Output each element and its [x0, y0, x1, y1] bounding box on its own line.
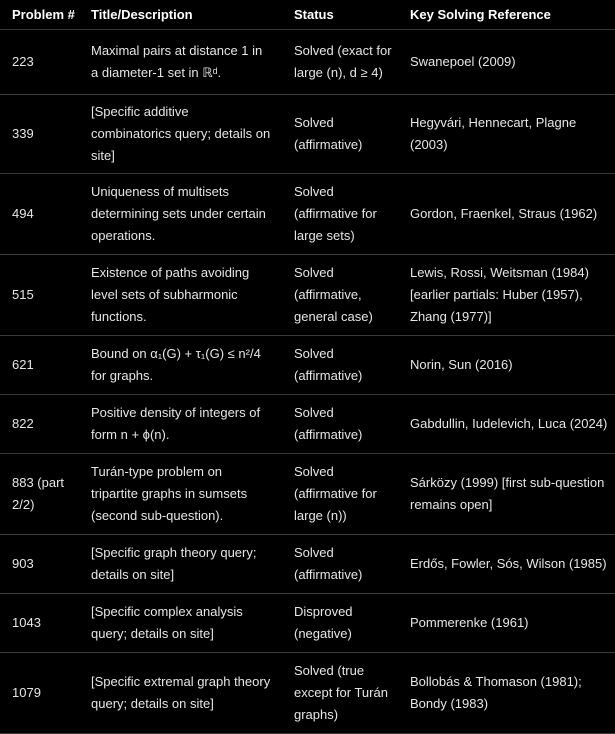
- problem-reference: Pommerenke (1961): [398, 594, 615, 653]
- problem-status: Solved (affirmative): [282, 95, 398, 174]
- table-row: [0, 336, 615, 395]
- problem-reference: Bollobás & Thomason (1981); Bondy (1983): [398, 653, 615, 734]
- problem-reference: Swanepoel (2009): [398, 30, 615, 95]
- table-body: [0, 30, 615, 734]
- problem-reference: Erdős, Fowler, Sós, Wilson (1985): [398, 535, 615, 594]
- problem-status: Solved (exact for large (n), d ≥ 4): [282, 30, 398, 95]
- problem-reference: Norin, Sun (2016): [398, 336, 615, 395]
- table-row: [0, 30, 615, 95]
- problem-title: [Specific extremal graph theory query; details on site]: [79, 653, 282, 734]
- header-reference: Key Solving Reference: [398, 0, 615, 30]
- problem-reference: Sárközy (1999) [first sub-question remains open]: [398, 454, 615, 535]
- table-row: [0, 255, 615, 336]
- problem-title: Uniqueness of multisets determining sets under certain operations.: [79, 174, 282, 255]
- problem-title: Maximal pairs at distance 1 in a diameter-1 set in ℝᵈ.: [79, 30, 282, 95]
- problem-title: [Specific graph theory query; details on site]: [79, 535, 282, 594]
- problem-title: Existence of paths avoiding level sets of subharmonic functions.: [79, 255, 282, 336]
- problem-reference: Gabdullin, Iudelevich, Luca (2024): [398, 395, 615, 454]
- table-row: [0, 174, 615, 255]
- problem-reference: Gordon, Fraenkel, Straus (1962): [398, 174, 615, 255]
- problem-status: Disproved (negative): [282, 594, 398, 653]
- problem-status: Solved (true except for Turán graphs): [282, 653, 398, 734]
- problem-number: 1079: [0, 653, 79, 734]
- problem-number: 515: [0, 255, 79, 336]
- problem-title: Turán-type problem on tripartite graphs in sumsets (second sub-question).: [79, 454, 282, 535]
- problem-status: Solved (affirmative, general case): [282, 255, 398, 336]
- problem-number: 883 (part 2/2): [0, 454, 79, 535]
- problem-title: [Specific additive combinatorics query; details on site]: [79, 95, 282, 174]
- table-row: [0, 395, 615, 454]
- table-row: [0, 594, 615, 653]
- table-row: [0, 535, 615, 594]
- problem-title: Positive density of integers of form n + ϕ(n).: [79, 395, 282, 454]
- problem-number: 494: [0, 174, 79, 255]
- problem-status: Solved (affirmative): [282, 395, 398, 454]
- problem-number: 822: [0, 395, 79, 454]
- problem-status: Solved (affirmative): [282, 336, 398, 395]
- problem-number: 339: [0, 95, 79, 174]
- problem-number: 223: [0, 30, 79, 95]
- table-row: [0, 454, 615, 535]
- problem-title: [Specific complex analysis query; details on site]: [79, 594, 282, 653]
- problem-reference: Lewis, Rossi, Weitsman (1984) [earlier partials: Huber (1957), Zhang (1977)]: [398, 255, 615, 336]
- problem-status: Solved (affirmative for large (n)): [282, 454, 398, 535]
- problem-status: Solved (affirmative): [282, 535, 398, 594]
- problem-status: Solved (affirmative for large sets): [282, 174, 398, 255]
- table-row: [0, 653, 615, 734]
- header-problem: Problem #: [0, 0, 79, 30]
- problem-number: 621: [0, 336, 79, 395]
- problem-number: 1043: [0, 594, 79, 653]
- header-status: Status: [282, 0, 398, 30]
- header-row: [0, 0, 615, 30]
- header-title: Title/Description: [79, 0, 282, 30]
- problem-reference: Hegyvári, Hennecart, Plagne (2003): [398, 95, 615, 174]
- problem-title: Bound on α₁(G) + τ₁(G) ≤ n²/4 for graphs.: [79, 336, 282, 395]
- problem-number: 903: [0, 535, 79, 594]
- table-row: [0, 95, 615, 174]
- table-header: [0, 0, 615, 30]
